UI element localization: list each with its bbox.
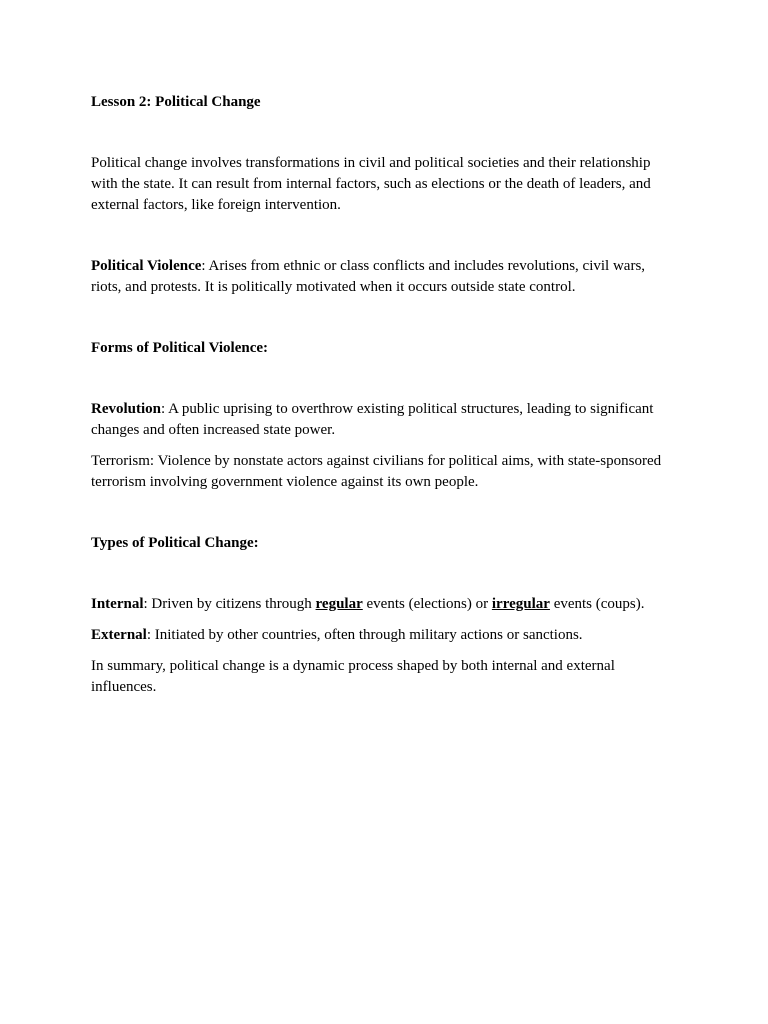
summary-paragraph: In summary, political change is a dynamic process shaped by both internal and external influences. — [91, 658, 615, 695]
revolution-text: : A public uprising to overthrow existing political structures, leading to significant changes and often increased state power. — [91, 401, 654, 438]
internal-term: Internal — [91, 596, 144, 612]
revolution-paragraph — [91, 399, 671, 441]
political-violence-paragraph — [91, 256, 671, 298]
lesson-title: Lesson 2: Political Change — [91, 94, 261, 110]
political-violence-term: Political Violence — [91, 258, 202, 274]
internal-text-1: : Driven by citizens through — [143, 596, 316, 612]
internal-text-2: events (elections) or — [362, 596, 492, 612]
external-text: : Initiated by other countries, often through military actions or sanctions. — [146, 627, 583, 643]
political-violence-text: : Arises from ethnic or class conflicts and includes revolutions, civil wars, riots, and protests. It is politically motivated when it occurs outside state control. — [91, 258, 646, 295]
external-term: External — [91, 627, 147, 643]
internal-paragraph — [91, 594, 671, 615]
revolution-term: Revolution — [91, 401, 162, 417]
external-paragraph — [91, 625, 671, 646]
internal-text-3: events (coups). — [549, 596, 645, 612]
irregular-term: irregular — [491, 596, 550, 612]
document-body — [91, 92, 671, 698]
terrorism-paragraph: Terrorism: Violence by nonstate actors against civilians for political aims, with state-sponsored terrorism involving government violence against its own people. — [91, 453, 662, 490]
regular-term: regular — [315, 596, 363, 612]
types-heading: Types of Political Change: — [91, 535, 259, 551]
forms-heading: Forms of Political Violence: — [91, 340, 269, 356]
intro-paragraph: Political change involves transformations in civil and political societies and their relationship with the state. It can result from internal factors, such as elections or the death of leaders, and external factors, like foreign intervention. — [91, 155, 651, 213]
